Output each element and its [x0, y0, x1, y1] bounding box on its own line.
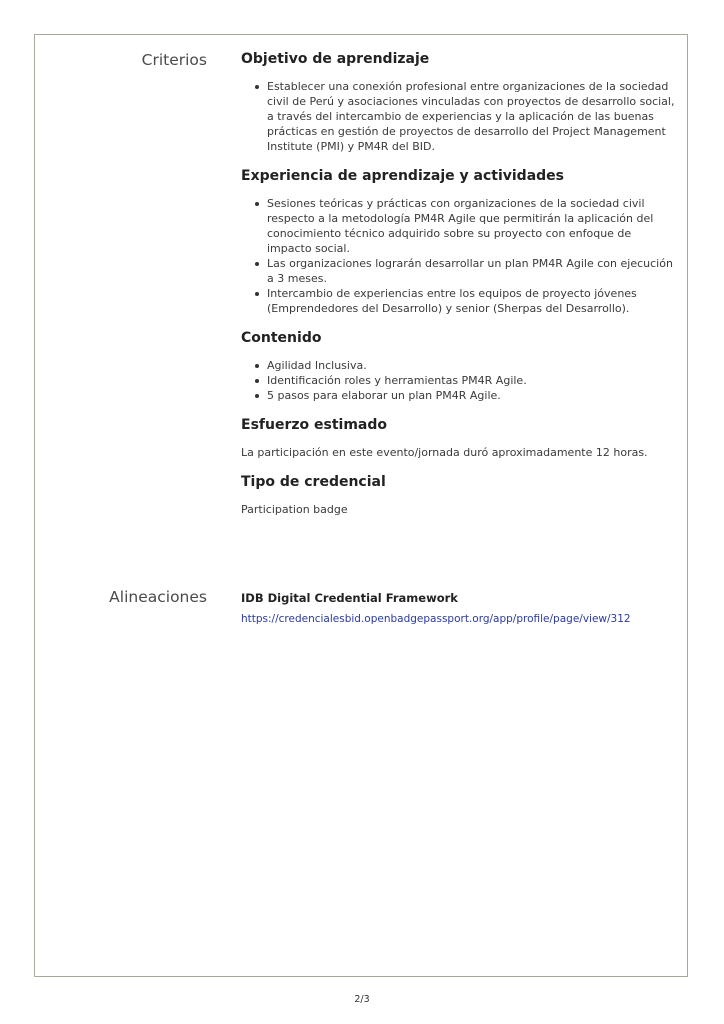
framework-title: IDB Digital Credential Framework — [241, 591, 458, 605]
objetivo-heading: Objetivo de aprendizaje — [241, 51, 430, 67]
framework-link[interactable]: https://credencialesbid.openbadgepassport.org/app/profile/page/view/312 — [241, 613, 631, 625]
list-item: Establecer una conexión profesional entre organizaciones de la sociedad civil de Perú y asociaciones vinculadas con proyectos de desarrollo social, a través del intercambio de experiencias y la aplicación de las buenas prácticas en gestión de proyectos de desarrollo del Project Management Institute (PMI) y PM4R del BID. — [267, 79, 677, 154]
alineaciones-body — [241, 590, 677, 627]
experiencia-heading: Experiencia de aprendizaje y actividades — [241, 168, 564, 184]
criterios-body — [241, 49, 677, 517]
list-item: Agilidad Inclusiva. — [267, 358, 677, 373]
page-frame — [34, 34, 688, 977]
contenido-block — [241, 328, 677, 403]
list-item: Las organizaciones lograrán desarrollar un plan PM4R Agile con ejecución a 3 meses. — [267, 256, 677, 286]
criterios-label: Criterios — [141, 51, 207, 69]
contenido-heading: Contenido — [241, 330, 322, 346]
tipo-text: Participation badge — [241, 503, 348, 516]
esfuerzo-block — [241, 415, 677, 460]
list-item: 5 pasos para elaborar un plan PM4R Agile. — [267, 388, 677, 403]
objetivo-list — [241, 79, 677, 154]
experiencia-list — [241, 196, 677, 316]
list-item: Identificación roles y herramientas PM4R Agile. — [267, 373, 677, 388]
experiencia-block — [241, 166, 677, 316]
page-number: 2/3 — [354, 994, 370, 1005]
objetivo-block — [241, 49, 677, 154]
contenido-list — [241, 358, 677, 403]
list-item: Intercambio de experiencias entre los equipos de proyecto jóvenes (Emprendedores del Desarrollo) y senior (Sherpas del Desarrollo). — [267, 286, 677, 316]
esfuerzo-heading: Esfuerzo estimado — [241, 417, 387, 433]
tipo-block — [241, 472, 677, 517]
alineaciones-label: Alineaciones — [109, 588, 207, 606]
list-item: Sesiones teóricas y prácticas con organizaciones de la sociedad civil respecto a la metodología PM4R Agile que permitirán la aplicación del conocimiento técnico adquirido sobre su proyecto con enfoque de impacto social. — [267, 196, 677, 256]
tipo-heading: Tipo de credencial — [241, 474, 386, 490]
esfuerzo-text: La participación en este evento/jornada duró aproximadamente 12 horas. — [241, 446, 648, 459]
